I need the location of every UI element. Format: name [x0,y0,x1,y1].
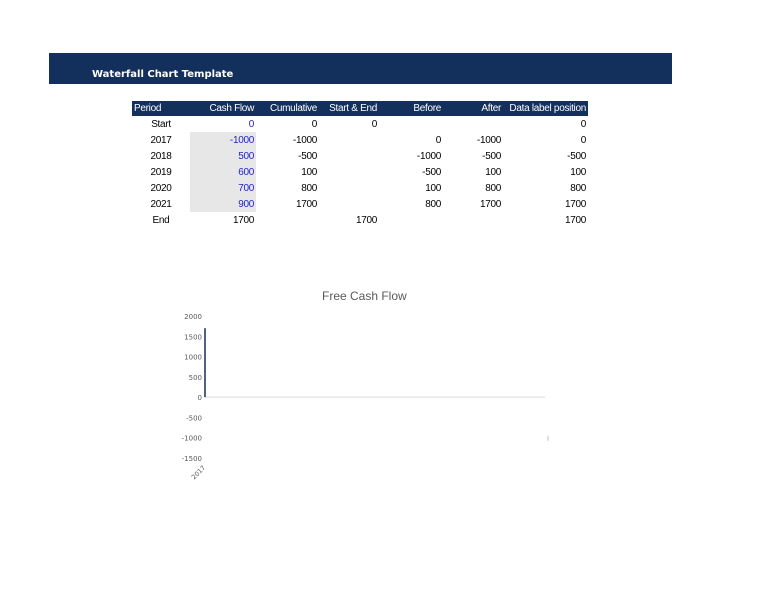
cumulative-cell[interactable]: 800 [301,182,317,194]
before-cell[interactable]: 800 [425,198,441,210]
period-cell[interactable]: 2017 [150,134,172,146]
cumulative-cell[interactable]: 1700 [295,198,317,210]
label-position-cell[interactable]: 100 [570,166,586,178]
x-tick-label: 2017 [189,463,208,482]
table-row [132,132,588,148]
start-end-cell[interactable] [319,148,379,164]
table-row [132,164,588,180]
start-end-cell[interactable] [319,180,379,196]
cash-flow-input-cell[interactable]: -1000 [190,132,256,148]
y-tick-label: -1000 [181,434,202,443]
label-position-cell[interactable]: 1700 [564,214,586,226]
cumulative-cell[interactable]: -1000 [292,134,317,146]
y-tick-label: 2000 [184,313,202,321]
y-tick-label: 1000 [184,353,202,362]
start-end-cell[interactable] [319,132,379,148]
before-cell[interactable]: -1000 [416,150,441,162]
free-cash-flow-chart[interactable] [170,282,570,492]
cumulative-cell[interactable]: 0 [311,118,317,130]
label-position-cell[interactable]: 800 [570,182,586,194]
column-header-start-end[interactable]: Start & End [319,101,379,116]
period-cell[interactable]: 2018 [150,150,172,162]
before-cell[interactable] [379,212,443,228]
table-row [132,116,588,132]
cash-flow-input-cell[interactable]: 600 [190,164,256,180]
table-row [132,180,588,196]
cash-flow-cell[interactable]: 1700 [232,214,254,226]
column-header-cumulative[interactable]: Cumulative [256,101,319,116]
page-title: Waterfall Chart Template [92,69,234,80]
start-end-cell[interactable] [319,164,379,180]
after-cell[interactable]: -500 [482,150,501,162]
label-position-cell[interactable]: 1700 [564,198,586,210]
after-cell[interactable]: -1000 [476,134,501,146]
start-end-cell[interactable]: 0 [371,118,377,130]
cumulative-cell[interactable]: 100 [301,166,317,178]
before-cell[interactable]: 100 [425,182,441,194]
column-header-before[interactable]: Before [379,101,443,116]
start-end-cell[interactable] [319,196,379,212]
label-position-cell[interactable]: 0 [580,118,586,130]
period-cell[interactable]: 2021 [150,198,172,210]
cumulative-cell[interactable]: -500 [298,150,317,162]
title-banner [49,53,672,84]
y-tick-label: -1500 [181,455,202,463]
table-row [132,148,588,164]
after-cell[interactable]: 800 [485,182,501,194]
period-cell[interactable]: End [152,214,170,226]
period-cell[interactable]: Start [151,118,171,130]
table-row [132,196,588,212]
table-row [132,212,588,228]
cash-flow-input-cell[interactable]: 900 [190,196,256,212]
column-header-cash-flow[interactable]: Cash Flow [190,101,256,116]
before-cell[interactable]: -500 [422,166,441,178]
cash-flow-cell[interactable]: 0 [248,118,254,130]
table-header-row [132,101,588,116]
chart-plot [170,282,570,492]
y-tick-label: -500 [186,414,202,423]
before-cell[interactable]: 0 [435,134,441,146]
label-position-cell[interactable]: 0 [580,134,586,146]
period-cell[interactable]: 2020 [150,182,172,194]
cash-flow-input-cell[interactable]: 500 [190,148,256,164]
y-tick-label: 500 [188,373,202,382]
cash-flow-input-cell[interactable]: 700 [190,180,256,196]
column-header-period[interactable]: Period [132,101,190,116]
after-cell[interactable]: 100 [485,166,501,178]
y-tick-label: 0 [197,394,202,403]
after-cell[interactable] [443,116,503,132]
column-header-data-label-position[interactable]: Data label position [503,101,588,116]
chart-title: Free Cash Flow [322,289,407,303]
column-header-after[interactable]: After [443,101,503,116]
after-cell[interactable]: 1700 [479,198,501,210]
start-end-cell[interactable]: 1700 [355,214,377,226]
waterfall-data-table [132,101,588,228]
after-cell[interactable] [443,212,503,228]
label-position-cell[interactable]: -500 [567,150,586,162]
cumulative-cell[interactable] [256,212,319,228]
before-cell[interactable] [379,116,443,132]
period-cell[interactable]: 2019 [150,166,172,178]
y-tick-label: 1500 [184,333,202,342]
